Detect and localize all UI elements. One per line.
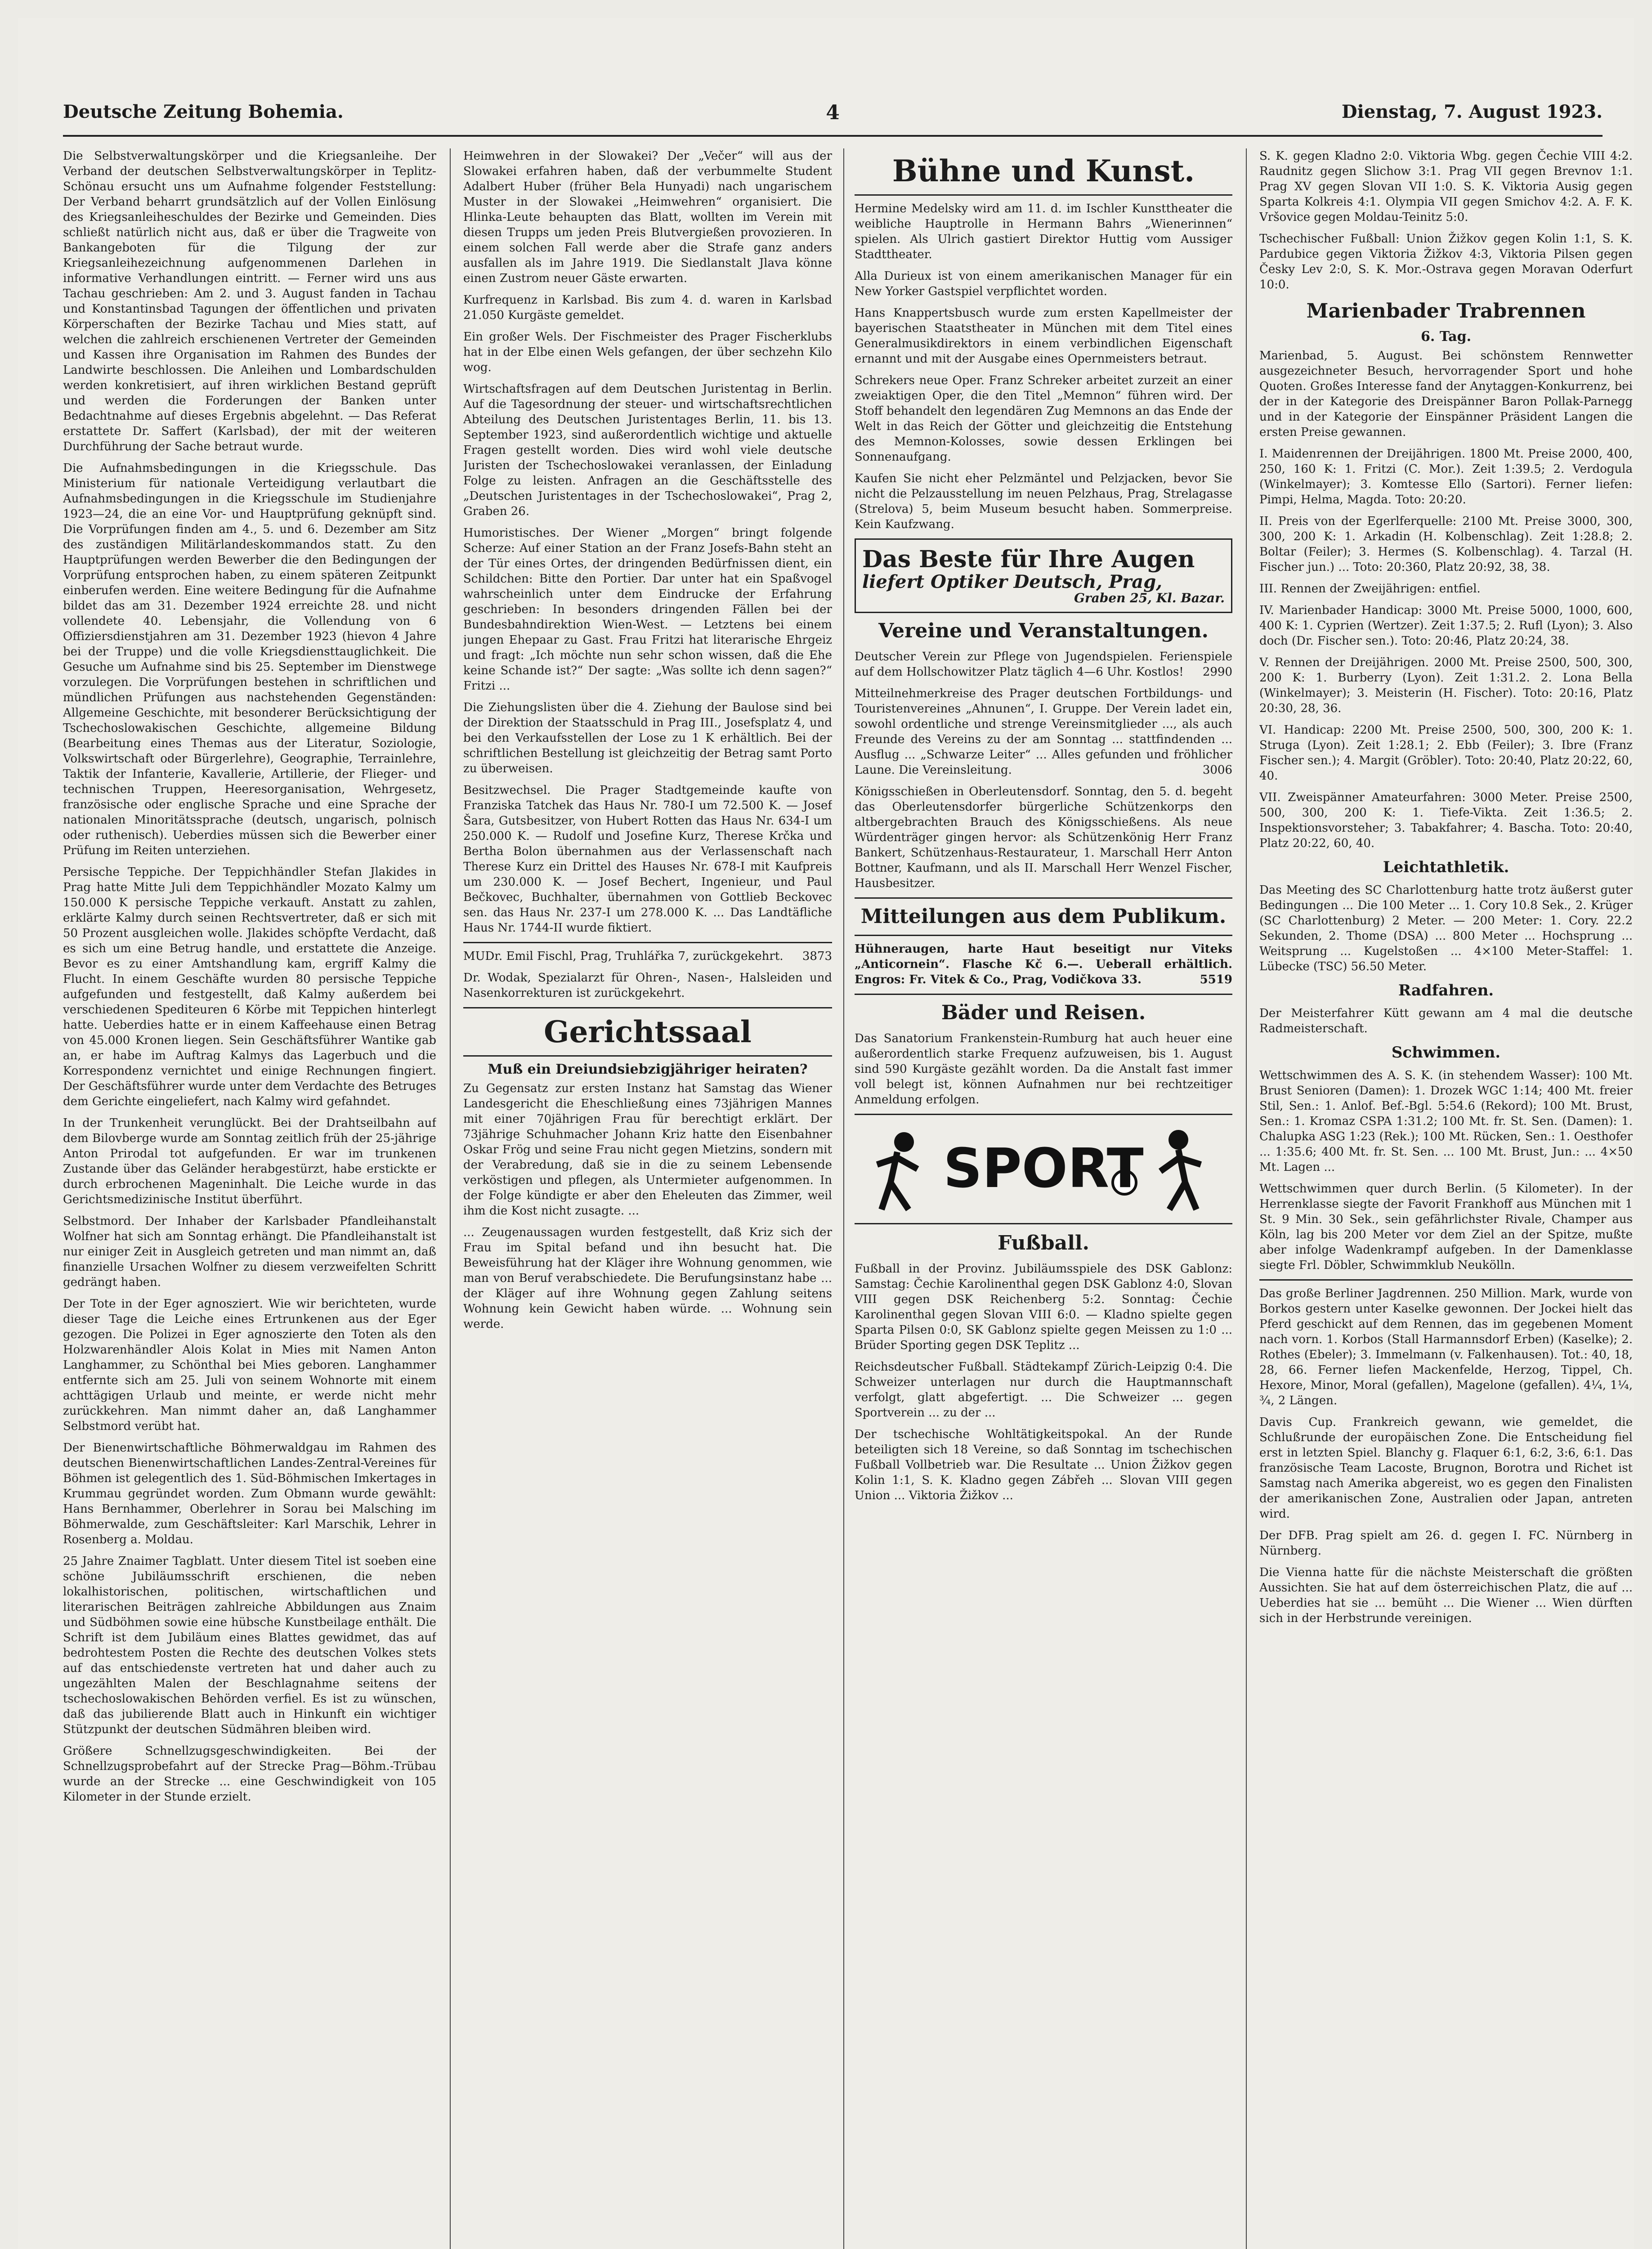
news-item: Schrekers neue Oper. Franz Schreker arbeitet zurzeit an einer zweiaktigen Oper, die den Titel „Memnon“ führen wird. Der Stoff behandelt den legendären Zug Memnons an das Ende der Welt in das Reich der Götter und gleichzeitig die Entstehung des Memnon-Kolosses, sowie dessen Erklingen bei Sonnenaufgang. [855,374,1232,464]
column-rule [450,148,451,2249]
news-item: Davis Cup. Frankreich gewann, wie gemeldet, die Schlußrunde der europäischen Zone. Die Entscheidung fiel erst in letzten Spiel. Blanchy g. Flaquer 6:1, 6:2, 3:6, 6:1. Das französische Team Lacoste, Brugnon, Borotra und Richet ist Samstag nach Amerika abgereist, wo es gegen den Finalisten der amerikanischen Zone, Australien oder Japan, antreten wird. [1259,1416,1633,1521]
race-result: II. Preis von der Egerlferquelle: 2100 Mt. Preise 3000, 300, 300, 200 K: 1. Arkadin (H. Kolbenschlag). Zeit 1:28.8; 2. Boltar (Feiler); 3. Hermes (S. Kolbenschlag). 4. Tarzal (H. Fischer jun.) ... Toto: 20:360, Platz 20:92, 38, 38. [1259,515,1633,574]
match-report: S. K. gegen Kladno 2:0. Viktoria Wbg. gegen Čechie VIII 4:2. Raudnitz gegen Slichow 3:1. Prag VII gegen Brevnov 1:1. Prag XV gegen Slovan VII 1:0. S. K. Viktoria Ausig gegen Sparta Kolkreis 4:1. Olympia VII gegen Smichov 4:2. A. F. K. Vršovice gegen Moldau-Teinitz 5:0. [1259,149,1633,224]
news-item: Der DFB. Prag spielt am 26. d. gegen I. FC. Nürnberg in Nürnberg. [1259,1529,1633,1558]
notice [463,949,832,964]
section-heading-schwimmen: Schwimmen. [1391,1044,1501,1062]
article-body: ... Zeugenaussagen wurden festgestellt, daß Kriz sich der Frau im Spital befand und ihn besucht hat. Die Beweisführung hat der Kläger ihre Wohnung genommen, wie man von Beruf verabschiedete. Die Berufungsinstanz habe ... der Kläger auf ihre Wohnung gegen Zahlung seitens Wohnung kein Gewicht haben würde. ... Wohnung sein werde. [463,1226,832,1331]
match-report: Tschechischer Fußball: Union Žižkov gegen Kolin 1:1, S. K. Pardubice gegen Viktoria Žižkov 4:3, Viktoria Pilsen gegen Česky Lev 2:0, S. K. Mor.-Ostrava gegen Moravan Oderfurt 10:0. [1259,232,1633,291]
swimming-report: Wettschwimmen quer durch Berlin. (5 Kilometer). In der Herrenklasse siegte der Favorit Frankhoff aus München mit 1 St. 9 Min. 30 Sek., sein gefährlichster Rivale, Champer aus Köln, lag bis 200 Meter vor dem Ziel an der Spitze, mußte aber infolge Wadenkrampf aufgeben. In der Damenklasse siegte Frl. Döbler, Schwimmklub Neukölln. [1259,1182,1633,1272]
sport-banner-illustration [855,1114,1232,1224]
public-notice-number: 5519 [1200,973,1232,986]
news-item: Die Vienna hatte für die nächste Meisterschaft die größten Aussichten. Sie hat auf dem österreichischen Platz, die auf ... Ueberdies hat sie ... bemüht ... Die Wiener ... Wien dürften sich in der Herbstrunde vereinigen. [1259,1566,1633,1625]
club-notice [855,686,1232,778]
notice: Dr. Wodak, Spezialarzt für Ohren-, Nasen-, Halsleiden und Nasenkorrekturen ist zurückgekehrt. [463,971,832,1000]
section-heading-fussball: Fußball. [998,1232,1089,1254]
news-item: Hermine Medelsky wird am 11. d. im Ischler Kunsttheater die weibliche Hauptrolle in Hermann Bahrs „Wienerinnen“ spielen. Als Ulrich gastiert Direktor Huttig vom Aussiger Stadttheater. [855,202,1232,261]
section-heading-vereine: Vereine und Veranstaltungen. [878,619,1209,642]
match-report: Reichsdeutscher Fußball. Städtekampf Zürich-Leipzig 0:4. Die Schweizer unterlagen nur durch die Hauptmannschaft verfolgt, glatt abgefertigt. ... Die Schweizer ... gegen Sportverein ... zu der ... [855,1360,1232,1420]
section-heading-baeder: Bäder und Reisen. [941,1001,1146,1024]
race-result: VII. Zweispänner Amateurfahren: 3000 Meter. Preise 2500, 500, 300, 200 K: 1. Tiefe-Vikta. Zeit 1:36.5; 2. Inspektionsvorsteher; 3. Tabakfahrer; 4. Bascha. Toto: 20:40, Platz 20:22, 60, 40. [1259,791,1633,850]
athletics-report: Das Meeting des SC Charlottenburg hatte trotz äußerst guter Bedingungen ... Die 100 Meter ... 1. Cory 10.8 Sek., 2. Krüger (SC Charlottenburg) 2 Meter. — 200 Meter: 1. Cory. 22.2 Sekunden, 2. Thome (DSA) ... 800 Meter ... Hochsprung ... Weitsprung ... Kugelstoßen ... 4×100 Meter-Staffel: 1. Lübecke (TSC) 56.50 Meter. [1259,883,1633,973]
notice-text: MUDr. Emil Fischl, Prag, Truhlářka 7, zurückgekehrt. [463,950,783,963]
race-result: I. Maidenrennen der Dreijährigen. 1800 Mt. Preise 2000, 400, 250, 160 K: 1. Fritzi (C. Mor.). Zeit 1:39.5; 2. Verdogula (Winkelmayer); 3. Komtesse Ello (Sartori). Ferner liefen: Pimpi, Helma, Magda. Toto: 20:20. [1259,447,1633,506]
match-report: Der tschechische Wohltätigkeitspokal. An der Runde beteiligten sich 18 Vereine, so daß Sonntag im tschechischen Fußball Vollbetrieb war. Die Resultate ... Union Žižkov gegen Kolin 1:1, S. K. Kladno gegen Zábřeh ... Slovan VIII gegen Union ... Viktoria Žižkov ... [855,1428,1232,1502]
column-rule [1246,148,1247,2249]
divider [855,897,1232,899]
news-item: Kurfrequenz in Karlsbad. Bis zum 4. d. waren in Karlsbad 21.050 Kurgäste gemeldet. [463,293,832,322]
news-item: Das große Berliner Jagdrennen. 250 Million. Mark, wurde von Borkos gestern unter Kaselke gewonnen. Der Jockei hielt das Pferd geschickt auf dem Rennen, das im gegebenen Moment nach vorn. 1. Korbos (Stall Harmannsdorf Erben) (Kaselke); 2. Rothes (Ebeler); 3. Immelmann (v. Falkenhausen). Tot.: 40, 18, 28, 66. Ferner liefen Mackenfelde, Herzog, Tippel, Ch. Hexore, Minor, Moral (gefallen), Magelone (gefallen). 4¼, 1¼, ¾, 2 Längen. [1259,1287,1633,1407]
public-notice [855,941,1232,987]
news-item: Besitzwechsel. Die Prager Stadtgemeinde kaufte von Franziska Tatchek das Haus Nr. 780-I um 72.500 K. — Josef Šara, Gutsbesitzer, von Hubert Rotten das Haus Nr. 634-I um 250.000 K. — Rudolf und Josefine Kurz, Therese Krčka und Bertha Bolon übernahmen aus der Verlassenschaft nach Therese Kurz ein Drittel des Hauses Nr. 678-I mit Kaufpreis um 230.000 K. — Josef Bechert, Ingenieur, und Paul Bečkovec, Buchhalter, übernahmen von Gottlieb Beckovec sen. das Haus Nr. 237-I um 278.000 K. ... Das Landtäfliche Haus Nr. 1744-II wurde fiktiert. [463,784,832,935]
news-item: Humoristisches. Der Wiener „Morgen“ bringt folgende Scherze: Auf einer Station an der Franz Josefs-Bahn steht an der Tür eines Ortes, der dringenden Bedürfnissen dient, ein Schildchen: Bitte den Portier. Dar unter hat ein Spaßvogel wahrscheinlich unter dem Eindrucke der Erfahrung geschrieben: In besonders dringenden Fällen bei der Bundesbahndirektion Wien-West. — Letztens bei einem jungen Ehepaar zu Gast. Frau Fritzi hat literarische Ehrgeiz und fragt: „Ich möchte nun sehr schon wissen, daß die Ehe keine Schande ist?“ Der sagte: „Was sollte ich denn sagen?“ Fritzi ... [463,526,832,693]
section-heading-trabrennen: Marienbader Trabrennen [1306,300,1586,323]
club-notice-text: Mitteilnehmerkreise des Prager deutschen Fortbildungs- und Touristenvereines „Ahnunen“, I. Gruppe. Der Verein ladet ein, sowohl ordentliche und strenge Vereinsmitglieder ..., als auch Freunde des Vereins zu der am Sonntag ... stattfindenden ... Ausflug ... „Schwarze Leiter“ ... Alles gefunden und fröhlicher Laune. Die Vereinsleitung. [855,687,1232,777]
section-heading-radfahren: Radfahren. [1398,981,1494,999]
issue-date: Dienstag, 7. August 1923. [1341,101,1603,122]
divider [463,942,832,943]
ad-title: Das Beste für Ihre Augen [862,546,1195,573]
notice-number: 3873 [802,950,832,963]
race-result: VI. Handicap: 2200 Mt. Preise 2500, 500, 300, 200 K: 1. Struga (Lyon). Zeit 1:28.1; 2. Ebb (Feiler); 3. Ibre (Franz Fischer sen.); 4. Margit (Gröbler). Toto: 20:40, Platz 20:22, 60, 40. [1259,723,1633,783]
divider [855,994,1232,995]
match-report: Fußball in der Provinz. Jubiläumsspiele des DSK Gablonz: Samstag: Čechie Karolinenthal gegen DSK Gablonz 4:0, Slovan VIII gegen DSK Reichenberg 5:2. Sonntag: Čechie Karolinenthal gegen Slovan VIII 6:0. — Kladno spielte gegen Sparta Pilsen 0:0, SK Gablonz spielte gegen Meissen zu 1:0 ... Brüder Sporting gegen DSK Teplitz ... [855,1262,1232,1352]
running-head [63,101,1603,128]
news-item: Selbstmord. Der Inhaber der Karlsbader Pfandleihanstalt Wolfner hat sich am Sonntag erhängt. Die Pfandleihanstalt ist nur einiger Zeit in Ausgleich getreten und man nimmt an, daß finanzielle Ursachen Wolfner zu diesem verzweifelten Schritt gedrängt haben. [63,1214,436,1289]
svg-text:SPORT: SPORT [943,1138,1144,1200]
article-body: Zu Gegensatz zur ersten Instanz hat Samstag das Wiener Landesgericht die Eheschließung eines 73jährigen Mannes mit einer 70jährigen Frau für berechtigt erklärt. Der 73jährige Schuhmacher Johann Kriz hatte den Eisenbahner Oskar Frög und seine Frau nicht gegen Mietzins, sondern mit der Verabredung, daß sie in die zu seinem Lebensende verköstigen und pflegen, als Untermieter aufgenommen. In der Folge kündigte er aber den Eheleuten das Zimmer, weil ihm die Kost nicht zusagte. ... [463,1082,832,1218]
club-notice-text: Deutscher Verein zur Pflege von Jugendspielen. Ferienspiele auf dem Hollschowitzer Platz täglich 4—6 Uhr. Kostlos! [855,650,1232,679]
public-notice-text: Hühneraugen, harte Haut beseitigt nur Viteks „Anticornein“. Flasche Kč 6.—. Ueberall erhältlich. Engros: Fr. Vitek & Co., Prag, Vodičkova 33. [855,942,1232,986]
divider [855,935,1232,936]
section-heading-leichtathletik: Leichtathletik. [1383,858,1509,876]
divider [463,1007,832,1008]
news-item: Das Sanatorium Frankenstein-Rumburg hat auch heuer eine außerordentlich starke Frequenz aufzuweisen, bis 1. August sind 590 Kurgäste gezählt worden. Da die Anstalt fast immer voll belegt ist, können Aufnahmen nur bei rechtzeitiger Anmeldung erfolgen. [855,1032,1232,1107]
article-title: Muß ein Dreiundsiebzigjähriger heiraten? [488,1062,808,1077]
optician-advertisement [855,538,1232,613]
news-item: Größere Schnellzugsgeschwindigkeiten. Bei der Schnellzugsprobefahrt auf der Strecke Prag—Böhm.-Trübau wurde an der Strecke ... eine Geschwindigkeit von 105 Kilometer in der Stunde erzielt. [63,1744,436,1804]
club-notice: Königsschießen in Oberleutensdorf. Sonntag, den 5. d. begeht das Oberleutensdorfer bürgerliche Schützenkorps den altbergebrachten Brauch des Königsschießens. Als neue Würdenträger gingen hervor: als Schützenkönig Herr Franz Bankert, Schützenhaus-Restaurateur, 1. Marschall Herr Anton Bottner, Kaufmann, und als II. Marschall Herr Wenzel Fischer, Hausbesitzer. [855,785,1232,890]
news-item: 25 Jahre Znaimer Tagblatt. Unter diesem Titel ist soeben eine schöne Jubiläumsschrift erschienen, die neben lokalhistorischen, politischen, wirtschaftlichen und literarischen Beiträgen zahlreiche Abbildungen aus Znaim und Südböhmen sowie eine hübsche Kunstbeilage enthält. Die Schrift ist dem Jubiläum eines Blattes gewidmet, das auf bedrohtestem Posten die Rechte des deutschen Volkes stets auf das entschiedenste vertreten hat und daher auch zu ungezählten Malen der Beschlagnahme seitens der tschechoslowakischen Behörden verfiel. Es ist zu wünschen, daß das jubilierende Blatt auch in Hinkunft ein wichtiger Stützpunkt der deutschen Südmähren bleiben wird. [63,1555,436,1736]
cycling-report: Der Meisterfahrer Kütt gewann am 4 mal die deutsche Radmeisterschaft. [1259,1007,1633,1035]
news-item: Der Tote in der Eger agnosziert. Wie wir berichteten, wurde dieser Tage die Leiche eines Ertrunkenen aus der Eger gezogen. Die Polizei in Eger agnoszierte den Toten als den Holzwarenhändler Alois Kolat in Mies mit Namen Anton Langhammer, zu Schönthal bei Mies geboren. Langhammer entfernte sich am 25. Juli von seinem Wohnorte mit einem achttägigen Urlaub und meinte, er werde nicht mehr zurückkehren. Man nimmt daher an, daß Langhammer Selbstmord verübt hat. [63,1297,436,1433]
club-notice [855,649,1232,680]
club-notice-number: 2990 [1202,665,1232,679]
divider [1259,1279,1633,1281]
news-item: Kaufen Sie nicht eher Pelzmäntel und Pelzjacken, bevor Sie nicht die Pelzausstellung im neuen Pelzhaus, Prag, Strelagasse (Strelova) 5, beim Museum besucht haben. Sommerpreise. Kein Kaufzwang. [855,472,1232,531]
race-result: V. Rennen der Dreijährigen. 2000 Mt. Preise 2500, 500, 300, 200 K: 1. Burberry (Lyon). Zeit 1:31.2. 2. Lona Bella (Winkelmayer); 3. Meisterin (H. Fischer). Toto: 20:16, Platz 20:30, 28, 36. [1259,656,1633,715]
divider [463,1055,832,1057]
sport-illustration-icon [855,1115,1232,1223]
news-item: Der Bienenwirtschaftliche Böhmerwaldgau im Rahmen des deutschen Bienenwirtschaftlichen Landes-Zentral-Vereines für Böhmen ist gelegentlich des 1. Süd-Böhmischen Imkertages in Krummau gegründet worden. Zum Obmann wurde gewählt: Hans Bernhammer, Oberlehrer in Sorau bei Malsching im Böhmerwalde, zum Geschäftsleiter: Karl Marschik, Lehrer in Rosenberg a. Moldau. [63,1441,436,1546]
race-result: III. Rennen der Zweijährigen: entfiel. [1259,582,1481,596]
race-result: IV. Marienbader Handicap: 3000 Mt. Preise 5000, 1000, 600, 400 K: 1. Cyprien (Wertzer). Zeit 1:37.5; 2. Rufl (Lyon); 3. Also doch (Dr. Fischer sen.). Toto: 20:46, Platz 20:24, 38. [1259,604,1633,648]
race-day: 6. Tag. [1420,329,1472,345]
race-report: Marienbad, 5. August. Bei schönstem Rennwetter ausgezeichneter Besuch, hervorragender Sport und hohe Quoten. Großes Interesse fand der Anytaggen-Konkurrenz, bei der in der Kategorie des Dreispänner Baron Pollak-Parnegg und in der Kategorie der Einspänner Präsident Langen die ersten Preise gewannen. [1259,349,1633,439]
news-item: Die Ziehungslisten über die 4. Ziehung der Baulose sind bei der Direktion der Staatsschuld in Prag III., Josefsplatz 4, und bei den Verkaufsstellen der Lose zu 1 K erhältlich. Bei der schriftlichen Bestellung ist gleichzeitig der Betrag samt Porto zu überweisen. [463,701,832,775]
ad-line: liefert Optiker Deutsch, Prag, [862,571,1163,592]
ad-address: Graben 25, Kl. Bazar. [1074,591,1225,605]
news-item: Persische Teppiche. Der Teppichhändler Stefan Jlakides in Prag hatte Mitte Juli dem Teppichhändler Mozato Kalmy um 150.000 K persische Teppiche verkauft. Anstatt zu zahlen, erklärte Kalmy durch seinen Rechtsvertreter, daß er sich mit 50 Prozent ausgleichen wolle. Jlakides schöpfte Verdacht, daß es sich um eine Betrug handle, und erstattete die Anzeige. Bevor es zu einer Amtshandlung kam, ergriff Kalmy die Flucht. In einem Geschäfte wurden 80 persische Teppiche aufgefunden und festgestellt, daß Kalmy außerdem bei verschiedenen Spediteuren 6 Körbe mit Teppichen hinterlegt hatte. Ueberdies hatte er in einem Kaffeehause einen Betrag von 45.000 Kronen liegen. Sein Geschäftsführer Wantike gab an, er habe im Auftrag Kalmys das Lagerbuch und die Korrespondenz vernichtet und einige Rechnungen fingiert. Der Geschäftsführer wurde unter dem Verdachte des Betruges dem Gerichte eingeliefert, nach Kalmy wird gefahndet. [63,865,436,1108]
divider [855,194,1232,196]
section-heading-buehne: Bühne und Kunst. [892,153,1195,188]
news-item: In der Trunkenheit verunglückt. Bei der Drahtseilbahn auf dem Bilovberge wurde am Sonntag zeitlich früh der 25-jährige Anton Prirodal tot aufgefunden. Er war im trunkenen Zustande über das Geländer herabgestürzt, habe erstickte er durch erbrochenen Mageninhalt. Die Leiche wurde in das Gerichtsmedizinische Institut überführt. [63,1116,436,1206]
section-heading-mitteilungen: Mitteilungen aus dem Publikum. [860,905,1227,928]
column-4 [1259,148,1633,2249]
page-number: 4 [826,101,840,124]
news-item: Alla Durieux ist von einem amerikanischen Manager für ein New Yorker Gastspiel verpflichtet worden. [855,269,1232,298]
club-notice-number: 3006 [1202,763,1232,777]
column-rule [843,148,844,2249]
news-item: Ein großer Wels. Der Fischmeister des Prager Fischerklubs hat in der Elbe einen Wels gefangen, der über sechzehn Kilo wog. [463,330,832,374]
header-rule [63,135,1603,137]
newspaper-page [18,18,1634,2249]
column-2 [463,148,832,2249]
column-3 [855,148,1232,2249]
news-item: Die Selbstverwaltungskörper und die Kriegsanleihe. Der Verband der deutschen Selbstverwaltungskörper in Teplitz-Schönau ersucht uns um Aufnahme folgender Feststellung: Der Verband beharrt grundsätzlich auf der Vollen Einlösung des Kriegsanleiheschuldes der Bezirke und Gemeinden. Dies schließt natürlich nicht aus, daß er über die Tragweite von Bankangeboten für die Tilgung der zur Kriegsanleihezeichnung aufgenommenen Darlehen in informative Verhandlungen eintritt. — Ferner wird uns aus Tachau geschrieben: Am 2. und 3. August fanden in Tachau und Konstantinsbad Tagungen der öffentlichen und privaten Körperschaften der Bezirke Tachau und Mies statt, auf welchen die zahlreich erschienenen Vertreter der Gemeinden und Kassen ihre Organisation im Rahmen des Bundes der Landwirte beschlossen. Die Anleihen und Lombardschulden werden konkretisiert, auf ihren wirklichen Bestand geprüft und werden die Forderungen der Banken unter Bedachtnahme auf dieses Ergebnis abgelehnt. — Das Referat erstattete Dr. Saffert (Karlsbad), der mit der weiteren Durchführung der Sache betraut wurde. [63,149,436,453]
news-item: Heimwehren in der Slowakei? Der „Večer“ will aus der Slowakei erfahren haben, daß der verbummelte Student Adalbert Huber (früher Bela Hunyadi) nach ungarischem Muster in der Slowakei „Heimwehren“ organisiert. Die Hlinka-Leute behaupten das Blatt, wollten im Verein mit diesen Trupps um jeden Preis Blutvergießen provozieren. In einem solchen Fall werde aber die Strafe ganz anders ausfallen als im Jahre 1919. Die Siedlanstalt Jlava könne einen Zustrom neuer Gäste erwarten. [463,149,832,285]
swimming-report: Wettschwimmen des A. S. K. (in stehendem Wasser): 100 Mt. Brust Senioren (Damen): 1. Drozek WGC 1:14; 400 Mt. freier Stil, Sen.: 1. Anlof. Bef.-Bgl. 5:54.6 (Rekord); 100 Mt. Brust, Sen.: 1. Kromaz CSPA 1:31.2; 100 Mt. fr. St. Sen. (Damen): 1. Chalupka ASG 1:23 (Rek.); 100 Mt. Rücken, Sen.: 1. Oesthofer ... 1:35.6; 400 Mt. fr. St. Sen. ... 100 Mt. Brust, Jun.: ... 4×50 Mt. Lagen ... [1259,1069,1633,1174]
column-1 [63,148,436,2249]
section-heading-gerichtssaal: Gerichtssaal [544,1014,752,1049]
masthead-title: Deutsche Zeitung Bohemia. [63,101,344,122]
news-item: Die Aufnahmsbedingungen in die Kriegsschule. Das Ministerium für nationale Verteidigung verlautbart die Aufnahmsbedingungen in die Kriegsschule im Studienjahre 1923—24, die an eine Vor- und Hauptprüfung geknüpft sind. Die Vorprüfungen finden am 4., 5. und 6. Dezember am Sitz des zuständigen Militärlandeskommandos statt. Zu den Hauptprüfungen werden Bewerber die den Bedingungen der Vorprüfung entsprochen haben, zu einem späteren Zeitpunkt einberufen werden. Eine weitere Bedingung für die Aufnahme bildet das am 31. Dezember 1924 erreichte 28. und nicht vollendete 40. Lebensjahr, die Vollendung von 6 Offiziersdienstjahren am 31. Dezember 1923 (hievon 4 Jahre bei der Truppe) und die volle Kriegsdiensttauglichkeit. Die Gesuche um Aufnahme sind bis 25. September im Dienstwege vorzulegen. Die Vorprüfungen bestehen in schriftlichen und mündlichen Prüfungen aus nachstehenden Gegenständen: Allgemeine Geschichte, mit besonderer Berücksichtigung der Tschechoslowakischen Geschichte, allgemeine Bildung (Bearbeitung eines Themas aus der Literatur, Soziologie, Volkswirtschaft oder Bürgerlehre), Geographie, Terrainlehre, Taktik der Infanterie, Kavallerie, Artillerie, der Flieger- und technischen Truppen, Heeresorganisation, Wehrgesetz, französische oder englische Sprache und eine Sprache der nationalen Minoritätssprache (deutsch, ungarisch, polnisch oder ruthenisch). Ueberdies müssen sich die Bewerber einer Prüfung im Reiten unterziehen. [63,461,436,857]
news-item: Hans Knappertsbusch wurde zum ersten Kapellmeister der bayerischen Staatstheater in München mit dem Titel eines Generalmusikdirektors in einem verbindlichen Eigenschaft ernannt und mit der Ausgabe eines Opernmeisters betraut. [855,306,1232,366]
news-item: Wirtschaftsfragen auf dem Deutschen Juristentag in Berlin. Auf die Tagesordnung der steuer- und wirtschaftsrechtlichen Abteilung des Deutschen Juristentages Berlin, 11. bis 13. September 1923, sind außerordentlich wichtige und aktuelle Fragen gestellt worden. Dies wird wohl viele deutsche Juristen der Tschechoslowakei veranlassen, der Einladung Folge zu leisten. Anfragen an die Geschäftsstelle des „Deutschen Juristentages in der Tschechoslowakei“, Prag 2, Graben 26. [463,382,832,518]
